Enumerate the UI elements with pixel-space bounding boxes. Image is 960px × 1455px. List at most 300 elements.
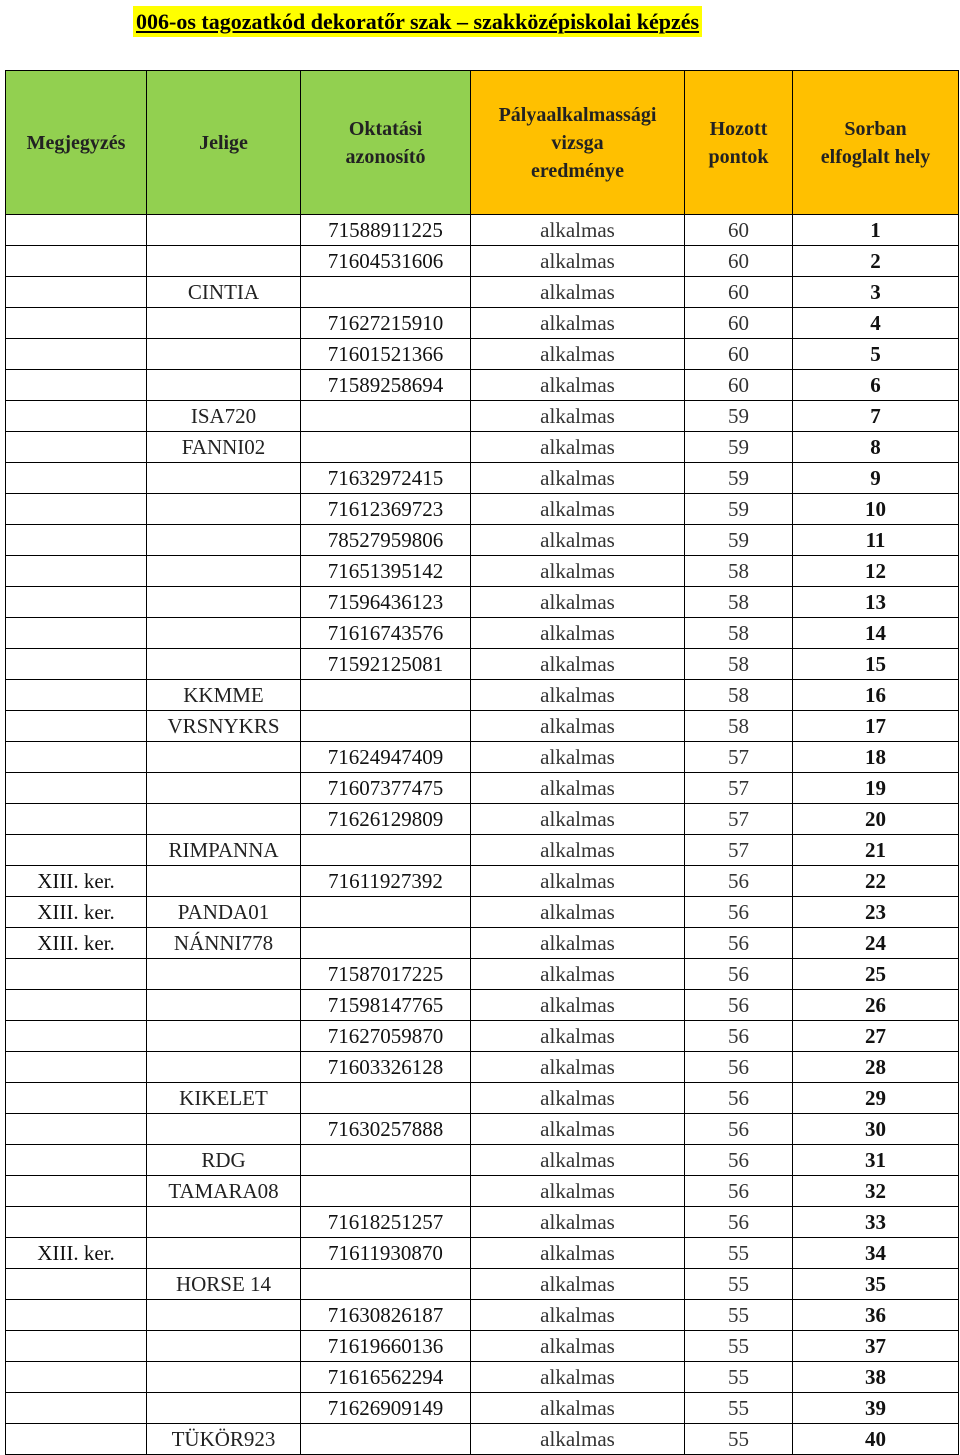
id-cell: 71611930870 [301, 1238, 471, 1269]
table-row [6, 370, 959, 401]
rank-cell: 5 [793, 339, 959, 370]
result-cell: alkalmas [471, 246, 685, 277]
points-cell: 58 [685, 587, 793, 618]
id-cell [301, 432, 471, 463]
note-cell [6, 1021, 147, 1052]
id-cell [301, 1424, 471, 1455]
id-cell: 71587017225 [301, 959, 471, 990]
header-result-line: eredménye [531, 159, 624, 182]
table-row [6, 1052, 959, 1083]
id-cell: 71618251257 [301, 1207, 471, 1238]
code-cell: CINTIA [147, 277, 301, 308]
table-row [6, 804, 959, 835]
rank-cell: 26 [793, 990, 959, 1021]
points-cell: 55 [685, 1300, 793, 1331]
code-cell [147, 1331, 301, 1362]
id-cell: 71607377475 [301, 773, 471, 804]
table-row [6, 680, 959, 711]
table-row [6, 1021, 959, 1052]
code-cell [147, 215, 301, 246]
result-cell: alkalmas [471, 649, 685, 680]
header-code [147, 71, 301, 215]
header-result [471, 71, 685, 215]
result-cell: alkalmas [471, 1083, 685, 1114]
rank-cell: 35 [793, 1269, 959, 1300]
id-cell: 71611927392 [301, 866, 471, 897]
code-cell: PANDA01 [147, 897, 301, 928]
result-cell: alkalmas [471, 1269, 685, 1300]
note-cell [6, 277, 147, 308]
id-cell: 71603326128 [301, 1052, 471, 1083]
code-cell: HORSE 14 [147, 1269, 301, 1300]
note-cell [6, 1331, 147, 1362]
result-cell: alkalmas [471, 1145, 685, 1176]
result-cell: alkalmas [471, 1052, 685, 1083]
note-cell: XIII. ker. [6, 897, 147, 928]
result-cell: alkalmas [471, 432, 685, 463]
table-row [6, 463, 959, 494]
rank-cell: 36 [793, 1300, 959, 1331]
result-cell: alkalmas [471, 1207, 685, 1238]
id-cell: 71588911225 [301, 215, 471, 246]
id-cell: 71626129809 [301, 804, 471, 835]
note-cell: XIII. ker. [6, 928, 147, 959]
table-row [6, 215, 959, 246]
table-row [6, 866, 959, 897]
note-cell [6, 1083, 147, 1114]
points-cell: 56 [685, 959, 793, 990]
id-cell: 71592125081 [301, 649, 471, 680]
points-cell: 58 [685, 680, 793, 711]
code-cell [147, 1300, 301, 1331]
table-row [6, 494, 959, 525]
result-cell: alkalmas [471, 556, 685, 587]
table-row [6, 432, 959, 463]
rank-cell: 15 [793, 649, 959, 680]
points-cell: 60 [685, 339, 793, 370]
result-cell: alkalmas [471, 1300, 685, 1331]
points-cell: 59 [685, 401, 793, 432]
points-cell: 55 [685, 1424, 793, 1455]
id-cell: 71632972415 [301, 463, 471, 494]
table-row [6, 773, 959, 804]
rank-cell: 17 [793, 711, 959, 742]
rank-cell: 14 [793, 618, 959, 649]
header-points-line: Hozott [709, 117, 768, 140]
table-row [6, 990, 959, 1021]
note-cell [6, 1362, 147, 1393]
table-row [6, 742, 959, 773]
note-cell [6, 215, 147, 246]
points-cell: 56 [685, 990, 793, 1021]
table-row [6, 525, 959, 556]
points-cell: 56 [685, 1083, 793, 1114]
points-cell: 59 [685, 525, 793, 556]
result-cell: alkalmas [471, 990, 685, 1021]
header-note [6, 71, 147, 215]
page-title: 006-os tagozatkód dekoratőr szak – szakközépiskolai képzés [133, 6, 702, 37]
table-header-row [6, 71, 959, 215]
points-cell: 56 [685, 1114, 793, 1145]
result-cell: alkalmas [471, 463, 685, 494]
id-cell: 71619660136 [301, 1331, 471, 1362]
id-cell [301, 1083, 471, 1114]
points-cell: 56 [685, 1176, 793, 1207]
code-cell: NÁNNI778 [147, 928, 301, 959]
table-row [6, 1331, 959, 1362]
result-cell: alkalmas [471, 339, 685, 370]
code-cell [147, 339, 301, 370]
note-cell [6, 1145, 147, 1176]
table-row [6, 1300, 959, 1331]
rank-cell: 32 [793, 1176, 959, 1207]
id-cell [301, 711, 471, 742]
id-cell: 71630826187 [301, 1300, 471, 1331]
rank-cell: 9 [793, 463, 959, 494]
code-cell [147, 246, 301, 277]
points-cell: 56 [685, 866, 793, 897]
rank-cell: 28 [793, 1052, 959, 1083]
points-cell: 56 [685, 1021, 793, 1052]
result-cell: alkalmas [471, 804, 685, 835]
code-cell [147, 618, 301, 649]
points-cell: 57 [685, 742, 793, 773]
code-cell [147, 494, 301, 525]
code-cell [147, 1393, 301, 1424]
rank-cell: 30 [793, 1114, 959, 1145]
code-cell: FANNI02 [147, 432, 301, 463]
header-rank-line: elfoglalt hely [820, 145, 931, 168]
points-cell: 57 [685, 835, 793, 866]
points-cell: 59 [685, 494, 793, 525]
rank-cell: 3 [793, 277, 959, 308]
rank-cell: 23 [793, 897, 959, 928]
id-cell: 71624947409 [301, 742, 471, 773]
note-cell [6, 1393, 147, 1424]
code-cell [147, 990, 301, 1021]
table-row [6, 618, 959, 649]
code-cell: KIKELET [147, 1083, 301, 1114]
note-cell [6, 618, 147, 649]
code-cell [147, 1021, 301, 1052]
note-cell [6, 1176, 147, 1207]
header-note-label: Megjegyzés [26, 131, 126, 154]
rank-cell: 1 [793, 215, 959, 246]
result-cell: alkalmas [471, 1424, 685, 1455]
table-row [6, 308, 959, 339]
points-cell: 55 [685, 1331, 793, 1362]
code-cell [147, 587, 301, 618]
note-cell [6, 246, 147, 277]
code-cell [147, 1114, 301, 1145]
header-points [685, 71, 793, 215]
result-cell: alkalmas [471, 370, 685, 401]
id-cell [301, 680, 471, 711]
id-cell: 71601521366 [301, 339, 471, 370]
table-row [6, 246, 959, 277]
code-cell: KKMME [147, 680, 301, 711]
id-cell [301, 928, 471, 959]
code-cell [147, 308, 301, 339]
note-cell [6, 649, 147, 680]
id-cell [301, 1269, 471, 1300]
code-cell [147, 866, 301, 897]
note-cell [6, 556, 147, 587]
table-row [6, 556, 959, 587]
result-cell: alkalmas [471, 494, 685, 525]
result-cell: alkalmas [471, 308, 685, 339]
points-cell: 57 [685, 804, 793, 835]
rank-cell: 39 [793, 1393, 959, 1424]
rank-cell: 34 [793, 1238, 959, 1269]
rank-cell: 25 [793, 959, 959, 990]
note-cell [6, 525, 147, 556]
header-rank [793, 71, 959, 215]
rank-cell: 21 [793, 835, 959, 866]
points-cell: 60 [685, 308, 793, 339]
table-row [6, 928, 959, 959]
note-cell [6, 680, 147, 711]
points-cell: 55 [685, 1393, 793, 1424]
rank-cell: 27 [793, 1021, 959, 1052]
result-cell: alkalmas [471, 773, 685, 804]
code-cell [147, 804, 301, 835]
id-cell: 71616743576 [301, 618, 471, 649]
rank-cell: 10 [793, 494, 959, 525]
note-cell [6, 463, 147, 494]
result-cell: alkalmas [471, 215, 685, 246]
table-row [6, 1083, 959, 1114]
result-cell: alkalmas [471, 401, 685, 432]
rank-cell: 31 [793, 1145, 959, 1176]
table-row [6, 711, 959, 742]
id-cell [301, 1145, 471, 1176]
rank-cell: 22 [793, 866, 959, 897]
note-cell [6, 835, 147, 866]
code-cell: VRSNYKRS [147, 711, 301, 742]
ranking-table [5, 70, 959, 1455]
rank-cell: 20 [793, 804, 959, 835]
points-cell: 58 [685, 711, 793, 742]
rank-cell: 16 [793, 680, 959, 711]
rank-cell: 33 [793, 1207, 959, 1238]
code-cell: RDG [147, 1145, 301, 1176]
result-cell: alkalmas [471, 897, 685, 928]
result-cell: alkalmas [471, 618, 685, 649]
points-cell: 58 [685, 556, 793, 587]
rank-cell: 12 [793, 556, 959, 587]
id-cell [301, 897, 471, 928]
id-cell [301, 835, 471, 866]
rank-cell: 6 [793, 370, 959, 401]
result-cell: alkalmas [471, 1238, 685, 1269]
code-cell [147, 1207, 301, 1238]
id-cell: 71616562294 [301, 1362, 471, 1393]
note-cell [6, 990, 147, 1021]
points-cell: 60 [685, 246, 793, 277]
result-cell: alkalmas [471, 866, 685, 897]
code-cell [147, 1362, 301, 1393]
points-cell: 59 [685, 432, 793, 463]
table-row [6, 277, 959, 308]
points-cell: 56 [685, 1207, 793, 1238]
header-id-line: Oktatási [348, 117, 423, 140]
points-cell: 58 [685, 649, 793, 680]
code-cell [147, 1238, 301, 1269]
table-row [6, 1114, 959, 1145]
table-row [6, 1145, 959, 1176]
note-cell [6, 1207, 147, 1238]
table-row [6, 1238, 959, 1269]
points-cell: 60 [685, 370, 793, 401]
code-cell [147, 742, 301, 773]
points-cell: 56 [685, 1145, 793, 1176]
table-row [6, 835, 959, 866]
header-id [301, 71, 471, 215]
header-result-line: Pályaalkalmassági [498, 103, 657, 126]
points-cell: 55 [685, 1269, 793, 1300]
rank-cell: 4 [793, 308, 959, 339]
points-cell: 56 [685, 897, 793, 928]
rank-cell: 37 [793, 1331, 959, 1362]
rank-cell: 19 [793, 773, 959, 804]
points-cell: 57 [685, 773, 793, 804]
note-cell [6, 370, 147, 401]
table-row [6, 649, 959, 680]
note-cell [6, 339, 147, 370]
note-cell [6, 308, 147, 339]
code-cell [147, 556, 301, 587]
id-cell [301, 1176, 471, 1207]
id-cell: 71598147765 [301, 990, 471, 1021]
result-cell: alkalmas [471, 1021, 685, 1052]
id-cell: 71627215910 [301, 308, 471, 339]
id-cell: 71626909149 [301, 1393, 471, 1424]
id-cell: 78527959806 [301, 525, 471, 556]
rank-cell: 24 [793, 928, 959, 959]
id-cell: 71596436123 [301, 587, 471, 618]
note-cell [6, 1300, 147, 1331]
note-cell [6, 1052, 147, 1083]
header-points-line: pontok [708, 145, 769, 168]
page-title-wrapper [133, 6, 702, 37]
result-cell: alkalmas [471, 525, 685, 556]
note-cell [6, 773, 147, 804]
code-cell: RIMPANNA [147, 835, 301, 866]
rank-cell: 13 [793, 587, 959, 618]
header-code-label: Jelige [199, 131, 248, 154]
code-cell [147, 525, 301, 556]
note-cell [6, 742, 147, 773]
id-cell: 71630257888 [301, 1114, 471, 1145]
code-cell: TÜKÖR923 [147, 1424, 301, 1455]
code-cell: TAMARA08 [147, 1176, 301, 1207]
rank-cell: 40 [793, 1424, 959, 1455]
header-rank-line: Sorban [844, 117, 907, 140]
id-cell: 71627059870 [301, 1021, 471, 1052]
table-row [6, 339, 959, 370]
rank-cell: 38 [793, 1362, 959, 1393]
table-row [6, 1207, 959, 1238]
code-cell: ISA720 [147, 401, 301, 432]
rank-cell: 18 [793, 742, 959, 773]
note-cell: XIII. ker. [6, 1238, 147, 1269]
table-row [6, 1176, 959, 1207]
note-cell [6, 1114, 147, 1145]
note-cell [6, 804, 147, 835]
code-cell [147, 649, 301, 680]
result-cell: alkalmas [471, 742, 685, 773]
result-cell: alkalmas [471, 928, 685, 959]
note-cell: XIII. ker. [6, 866, 147, 897]
id-cell [301, 401, 471, 432]
table-row [6, 1362, 959, 1393]
note-cell [6, 711, 147, 742]
id-cell: 71589258694 [301, 370, 471, 401]
note-cell [6, 959, 147, 990]
rank-cell: 29 [793, 1083, 959, 1114]
result-cell: alkalmas [471, 1362, 685, 1393]
points-cell: 55 [685, 1362, 793, 1393]
table-row [6, 959, 959, 990]
code-cell [147, 959, 301, 990]
table-row [6, 1269, 959, 1300]
rank-cell: 11 [793, 525, 959, 556]
note-cell [6, 432, 147, 463]
points-cell: 60 [685, 215, 793, 246]
id-cell: 71651395142 [301, 556, 471, 587]
note-cell [6, 1269, 147, 1300]
points-cell: 56 [685, 928, 793, 959]
table-row [6, 401, 959, 432]
result-cell: alkalmas [471, 835, 685, 866]
table-body [6, 215, 959, 1455]
rank-cell: 8 [793, 432, 959, 463]
note-cell [6, 587, 147, 618]
result-cell: alkalmas [471, 1393, 685, 1424]
rank-cell: 7 [793, 401, 959, 432]
points-cell: 58 [685, 618, 793, 649]
result-cell: alkalmas [471, 277, 685, 308]
table-row [6, 1393, 959, 1424]
note-cell [6, 494, 147, 525]
code-cell [147, 1052, 301, 1083]
result-cell: alkalmas [471, 680, 685, 711]
id-cell: 71604531606 [301, 246, 471, 277]
result-cell: alkalmas [471, 1331, 685, 1362]
table-row [6, 1424, 959, 1455]
id-cell: 71612369723 [301, 494, 471, 525]
result-cell: alkalmas [471, 711, 685, 742]
code-cell [147, 370, 301, 401]
header-result-line: vizsga [551, 131, 604, 154]
result-cell: alkalmas [471, 1114, 685, 1145]
header-id-line: azonosító [345, 145, 426, 168]
points-cell: 56 [685, 1052, 793, 1083]
code-cell [147, 463, 301, 494]
points-cell: 55 [685, 1238, 793, 1269]
table-row [6, 587, 959, 618]
result-cell: alkalmas [471, 959, 685, 990]
result-cell: alkalmas [471, 1176, 685, 1207]
note-cell [6, 1424, 147, 1455]
table-row [6, 897, 959, 928]
result-cell: alkalmas [471, 587, 685, 618]
note-cell [6, 401, 147, 432]
code-cell [147, 773, 301, 804]
rank-cell: 2 [793, 246, 959, 277]
id-cell [301, 277, 471, 308]
